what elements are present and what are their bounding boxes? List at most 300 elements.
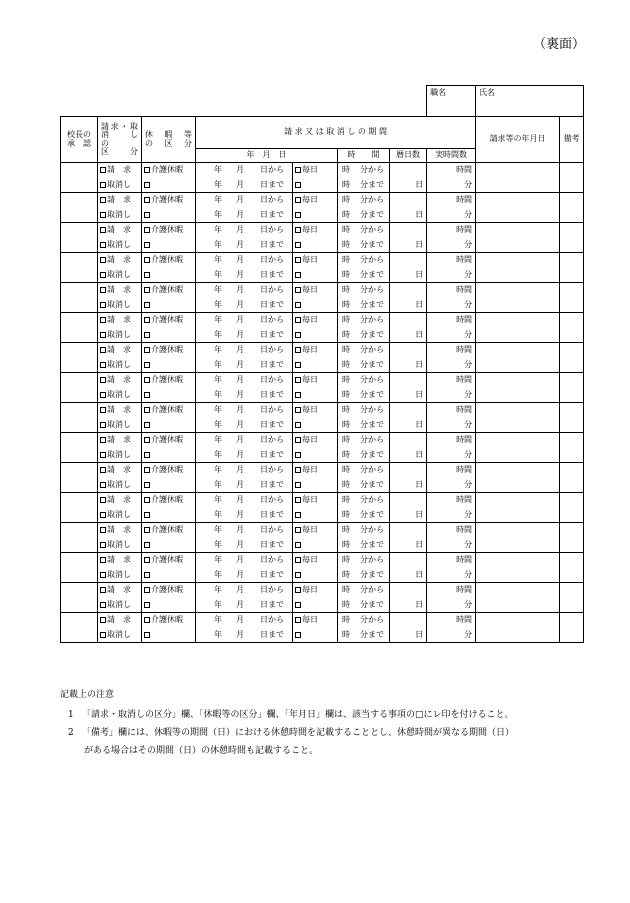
hours-cell[interactable] <box>427 523 476 538</box>
other-leave-option[interactable] <box>142 268 196 283</box>
start-time[interactable] <box>338 163 390 178</box>
minutes-cell[interactable] <box>427 508 476 523</box>
calendar-days-value[interactable] <box>390 508 427 523</box>
other-leave-option[interactable] <box>142 388 196 403</box>
care-leave-option[interactable] <box>142 313 196 328</box>
end-date[interactable] <box>196 568 293 583</box>
checkbox[interactable] <box>144 317 150 323</box>
checkbox[interactable] <box>100 587 106 593</box>
checkbox[interactable] <box>144 347 150 353</box>
daily-option[interactable] <box>293 523 338 538</box>
checkbox[interactable] <box>295 497 301 503</box>
other-date-option[interactable] <box>293 238 338 253</box>
other-leave-option[interactable] <box>142 298 196 313</box>
calendar-days-cell[interactable] <box>390 163 427 178</box>
care-leave-option[interactable] <box>142 583 196 598</box>
minutes-cell[interactable] <box>427 478 476 493</box>
cancel-option[interactable] <box>98 298 142 313</box>
start-date[interactable] <box>196 463 293 478</box>
cancel-option[interactable] <box>98 628 142 643</box>
calendar-days-cell[interactable] <box>390 433 427 448</box>
other-leave-option[interactable] <box>142 178 196 193</box>
request-option[interactable] <box>98 193 142 208</box>
principal-approval-cell[interactable] <box>61 253 98 283</box>
checkbox[interactable] <box>144 437 150 443</box>
calendar-days-cell[interactable] <box>390 223 427 238</box>
cancel-option[interactable] <box>98 178 142 193</box>
calendar-days-value[interactable] <box>390 208 427 223</box>
end-time[interactable] <box>338 448 390 463</box>
principal-approval-cell[interactable] <box>61 193 98 223</box>
principal-approval-cell[interactable] <box>61 403 98 433</box>
checkbox[interactable] <box>100 167 106 173</box>
start-time[interactable] <box>338 493 390 508</box>
checkbox[interactable] <box>144 617 150 623</box>
start-time[interactable] <box>338 283 390 298</box>
checkbox[interactable] <box>295 197 301 203</box>
calendar-days-value[interactable] <box>390 598 427 613</box>
checkbox[interactable] <box>295 227 301 233</box>
other-date-option[interactable] <box>293 418 338 433</box>
minutes-cell[interactable] <box>427 568 476 583</box>
other-date-option[interactable] <box>293 208 338 223</box>
start-time[interactable] <box>338 433 390 448</box>
daily-option[interactable] <box>293 613 338 628</box>
daily-option[interactable] <box>293 313 338 328</box>
end-date[interactable] <box>196 628 293 643</box>
minutes-cell[interactable] <box>427 328 476 343</box>
request-option[interactable] <box>98 343 142 358</box>
end-time[interactable] <box>338 208 390 223</box>
checkbox[interactable] <box>295 407 301 413</box>
cancel-option[interactable] <box>98 478 142 493</box>
other-leave-option[interactable] <box>142 208 196 223</box>
checkbox[interactable] <box>144 362 150 368</box>
request-date-cell[interactable] <box>476 433 560 463</box>
calendar-days-value[interactable] <box>390 358 427 373</box>
request-option[interactable] <box>98 523 142 538</box>
daily-option[interactable] <box>293 283 338 298</box>
end-time[interactable] <box>338 418 390 433</box>
remarks-cell[interactable] <box>560 583 584 613</box>
daily-option[interactable] <box>293 253 338 268</box>
care-leave-option[interactable] <box>142 523 196 538</box>
end-date[interactable] <box>196 208 293 223</box>
other-leave-option[interactable] <box>142 328 196 343</box>
care-leave-option[interactable] <box>142 253 196 268</box>
checkbox[interactable] <box>295 572 301 578</box>
care-leave-option[interactable] <box>142 613 196 628</box>
start-date[interactable] <box>196 553 293 568</box>
checkbox[interactable] <box>144 572 150 578</box>
start-time[interactable] <box>338 553 390 568</box>
daily-option[interactable] <box>293 463 338 478</box>
name-field[interactable] <box>476 86 584 117</box>
daily-option[interactable] <box>293 373 338 388</box>
remarks-cell[interactable] <box>560 613 584 643</box>
start-time[interactable] <box>338 463 390 478</box>
request-option[interactable] <box>98 163 142 178</box>
calendar-days-cell[interactable] <box>390 493 427 508</box>
start-time[interactable] <box>338 583 390 598</box>
other-date-option[interactable] <box>293 178 338 193</box>
other-leave-option[interactable] <box>142 628 196 643</box>
end-date[interactable] <box>196 178 293 193</box>
request-date-cell[interactable] <box>476 583 560 613</box>
other-leave-option[interactable] <box>142 598 196 613</box>
end-time[interactable] <box>338 328 390 343</box>
end-date[interactable] <box>196 328 293 343</box>
calendar-days-cell[interactable] <box>390 343 427 358</box>
request-option[interactable] <box>98 373 142 388</box>
end-time[interactable] <box>338 538 390 553</box>
checkbox[interactable] <box>144 182 150 188</box>
checkbox[interactable] <box>100 362 106 368</box>
start-date[interactable] <box>196 283 293 298</box>
cancel-option[interactable] <box>98 448 142 463</box>
checkbox[interactable] <box>295 542 301 548</box>
other-date-option[interactable] <box>293 568 338 583</box>
calendar-days-cell[interactable] <box>390 373 427 388</box>
start-date[interactable] <box>196 253 293 268</box>
request-date-cell[interactable] <box>476 523 560 553</box>
minutes-cell[interactable] <box>427 388 476 403</box>
start-time[interactable] <box>338 613 390 628</box>
remarks-cell[interactable] <box>560 313 584 343</box>
checkbox[interactable] <box>295 467 301 473</box>
checkbox[interactable] <box>295 317 301 323</box>
minutes-cell[interactable] <box>427 418 476 433</box>
calendar-days-value[interactable] <box>390 448 427 463</box>
start-time[interactable] <box>338 373 390 388</box>
request-option[interactable] <box>98 613 142 628</box>
request-date-cell[interactable] <box>476 163 560 193</box>
other-leave-option[interactable] <box>142 538 196 553</box>
checkbox[interactable] <box>144 197 150 203</box>
checkbox[interactable] <box>100 422 106 428</box>
checkbox[interactable] <box>100 272 106 278</box>
calendar-days-cell[interactable] <box>390 553 427 568</box>
request-date-cell[interactable] <box>476 403 560 433</box>
checkbox[interactable] <box>100 377 106 383</box>
calendar-days-cell[interactable] <box>390 313 427 328</box>
checkbox[interactable] <box>295 272 301 278</box>
hours-cell[interactable] <box>427 373 476 388</box>
checkbox[interactable] <box>144 527 150 533</box>
minutes-cell[interactable] <box>427 358 476 373</box>
calendar-days-value[interactable] <box>390 628 427 643</box>
request-option[interactable] <box>98 433 142 448</box>
principal-approval-cell[interactable] <box>61 223 98 253</box>
end-date[interactable] <box>196 478 293 493</box>
hours-cell[interactable] <box>427 613 476 628</box>
principal-approval-cell[interactable] <box>61 343 98 373</box>
calendar-days-cell[interactable] <box>390 283 427 298</box>
hours-cell[interactable] <box>427 313 476 328</box>
checkbox[interactable] <box>144 332 150 338</box>
other-leave-option[interactable] <box>142 418 196 433</box>
request-option[interactable] <box>98 253 142 268</box>
end-time[interactable] <box>338 358 390 373</box>
checkbox[interactable] <box>144 542 150 548</box>
checkbox[interactable] <box>100 392 106 398</box>
daily-option[interactable] <box>293 163 338 178</box>
remarks-cell[interactable] <box>560 523 584 553</box>
checkbox[interactable] <box>295 617 301 623</box>
checkbox[interactable] <box>295 167 301 173</box>
other-date-option[interactable] <box>293 508 338 523</box>
request-option[interactable] <box>98 283 142 298</box>
end-date[interactable] <box>196 538 293 553</box>
end-date[interactable] <box>196 388 293 403</box>
checkbox[interactable] <box>295 452 301 458</box>
care-leave-option[interactable] <box>142 283 196 298</box>
end-date[interactable] <box>196 298 293 313</box>
cancel-option[interactable] <box>98 328 142 343</box>
other-date-option[interactable] <box>293 328 338 343</box>
start-date[interactable] <box>196 493 293 508</box>
checkbox[interactable] <box>144 497 150 503</box>
checkbox[interactable] <box>100 542 106 548</box>
checkbox[interactable] <box>144 557 150 563</box>
remarks-cell[interactable] <box>560 193 584 223</box>
care-leave-option[interactable] <box>142 223 196 238</box>
start-date[interactable] <box>196 163 293 178</box>
principal-approval-cell[interactable] <box>61 283 98 313</box>
checkbox[interactable] <box>295 332 301 338</box>
start-time[interactable] <box>338 313 390 328</box>
care-leave-option[interactable] <box>142 163 196 178</box>
end-time[interactable] <box>338 478 390 493</box>
start-time[interactable] <box>338 193 390 208</box>
remarks-cell[interactable] <box>560 493 584 523</box>
minutes-cell[interactable] <box>427 268 476 283</box>
minutes-cell[interactable] <box>427 628 476 643</box>
checkbox[interactable] <box>100 452 106 458</box>
checkbox[interactable] <box>295 347 301 353</box>
calendar-days-value[interactable] <box>390 328 427 343</box>
minutes-cell[interactable] <box>427 298 476 313</box>
checkbox[interactable] <box>295 527 301 533</box>
other-leave-option[interactable] <box>142 478 196 493</box>
checkbox[interactable] <box>100 242 106 248</box>
request-option[interactable] <box>98 583 142 598</box>
end-time[interactable] <box>338 568 390 583</box>
start-date[interactable] <box>196 583 293 598</box>
calendar-days-cell[interactable] <box>390 253 427 268</box>
checkbox[interactable] <box>100 287 106 293</box>
checkbox[interactable] <box>144 272 150 278</box>
request-date-cell[interactable] <box>476 613 560 643</box>
cancel-option[interactable] <box>98 538 142 553</box>
other-date-option[interactable] <box>293 538 338 553</box>
checkbox[interactable] <box>100 602 106 608</box>
remarks-cell[interactable] <box>560 253 584 283</box>
checkbox[interactable] <box>295 302 301 308</box>
checkbox[interactable] <box>144 212 150 218</box>
end-time[interactable] <box>338 178 390 193</box>
hours-cell[interactable] <box>427 583 476 598</box>
other-leave-option[interactable] <box>142 358 196 373</box>
hours-cell[interactable] <box>427 193 476 208</box>
calendar-days-value[interactable] <box>390 238 427 253</box>
checkbox[interactable] <box>144 407 150 413</box>
end-time[interactable] <box>338 628 390 643</box>
remarks-cell[interactable] <box>560 373 584 403</box>
end-date[interactable] <box>196 508 293 523</box>
principal-approval-cell[interactable] <box>61 373 98 403</box>
checkbox[interactable] <box>100 632 106 638</box>
request-option[interactable] <box>98 553 142 568</box>
remarks-cell[interactable] <box>560 463 584 493</box>
calendar-days-cell[interactable] <box>390 583 427 598</box>
other-leave-option[interactable] <box>142 568 196 583</box>
request-option[interactable] <box>98 463 142 478</box>
other-date-option[interactable] <box>293 598 338 613</box>
end-date[interactable] <box>196 268 293 283</box>
other-date-option[interactable] <box>293 628 338 643</box>
other-date-option[interactable] <box>293 448 338 463</box>
care-leave-option[interactable] <box>142 553 196 568</box>
other-leave-option[interactable] <box>142 508 196 523</box>
checkbox[interactable] <box>295 362 301 368</box>
checkbox[interactable] <box>295 182 301 188</box>
checkbox[interactable] <box>144 512 150 518</box>
checkbox[interactable] <box>295 632 301 638</box>
minutes-cell[interactable] <box>427 538 476 553</box>
end-time[interactable] <box>338 298 390 313</box>
care-leave-option[interactable] <box>142 343 196 358</box>
start-date[interactable] <box>196 313 293 328</box>
checkbox[interactable] <box>295 377 301 383</box>
checkbox[interactable] <box>295 437 301 443</box>
checkbox[interactable] <box>295 422 301 428</box>
checkbox[interactable] <box>295 602 301 608</box>
principal-approval-cell[interactable] <box>61 523 98 553</box>
checkbox[interactable] <box>295 392 301 398</box>
care-leave-option[interactable] <box>142 493 196 508</box>
start-time[interactable] <box>338 403 390 418</box>
hours-cell[interactable] <box>427 163 476 178</box>
cancel-option[interactable] <box>98 358 142 373</box>
other-leave-option[interactable] <box>142 448 196 463</box>
start-time[interactable] <box>338 253 390 268</box>
checkbox[interactable] <box>100 302 106 308</box>
principal-approval-cell[interactable] <box>61 163 98 193</box>
request-date-cell[interactable] <box>476 463 560 493</box>
checkbox[interactable] <box>100 197 106 203</box>
checkbox[interactable] <box>100 347 106 353</box>
other-date-option[interactable] <box>293 388 338 403</box>
calendar-days-value[interactable] <box>390 298 427 313</box>
checkbox[interactable] <box>100 437 106 443</box>
checkbox[interactable] <box>100 257 106 263</box>
hours-cell[interactable] <box>427 403 476 418</box>
principal-approval-cell[interactable] <box>61 493 98 523</box>
hours-cell[interactable] <box>427 553 476 568</box>
principal-approval-cell[interactable] <box>61 583 98 613</box>
start-date[interactable] <box>196 613 293 628</box>
request-date-cell[interactable] <box>476 493 560 523</box>
request-option[interactable] <box>98 223 142 238</box>
hours-cell[interactable] <box>427 223 476 238</box>
checkbox[interactable] <box>100 467 106 473</box>
request-date-cell[interactable] <box>476 223 560 253</box>
calendar-days-value[interactable] <box>390 268 427 283</box>
start-date[interactable] <box>196 373 293 388</box>
care-leave-option[interactable] <box>142 403 196 418</box>
cancel-option[interactable] <box>98 508 142 523</box>
remarks-cell[interactable] <box>560 343 584 373</box>
cancel-option[interactable] <box>98 418 142 433</box>
other-leave-option[interactable] <box>142 238 196 253</box>
principal-approval-cell[interactable] <box>61 313 98 343</box>
checkbox[interactable] <box>100 617 106 623</box>
checkbox[interactable] <box>295 557 301 563</box>
remarks-cell[interactable] <box>560 403 584 433</box>
checkbox[interactable] <box>100 557 106 563</box>
calendar-days-value[interactable] <box>390 568 427 583</box>
checkbox[interactable] <box>144 482 150 488</box>
end-time[interactable] <box>338 238 390 253</box>
request-date-cell[interactable] <box>476 373 560 403</box>
end-time[interactable] <box>338 598 390 613</box>
checkbox[interactable] <box>144 167 150 173</box>
principal-approval-cell[interactable] <box>61 463 98 493</box>
daily-option[interactable] <box>293 493 338 508</box>
start-time[interactable] <box>338 343 390 358</box>
hours-cell[interactable] <box>427 253 476 268</box>
request-option[interactable] <box>98 313 142 328</box>
checkbox[interactable] <box>295 242 301 248</box>
checkbox[interactable] <box>100 497 106 503</box>
care-leave-option[interactable] <box>142 193 196 208</box>
calendar-days-value[interactable] <box>390 478 427 493</box>
end-date[interactable] <box>196 238 293 253</box>
checkbox[interactable] <box>144 467 150 473</box>
remarks-cell[interactable] <box>560 433 584 463</box>
calendar-days-value[interactable] <box>390 388 427 403</box>
start-date[interactable] <box>196 523 293 538</box>
checkbox[interactable] <box>100 227 106 233</box>
checkbox[interactable] <box>100 332 106 338</box>
start-date[interactable] <box>196 223 293 238</box>
end-date[interactable] <box>196 358 293 373</box>
start-date[interactable] <box>196 343 293 358</box>
end-date[interactable] <box>196 418 293 433</box>
end-time[interactable] <box>338 508 390 523</box>
remarks-cell[interactable] <box>560 163 584 193</box>
request-date-cell[interactable] <box>476 193 560 223</box>
calendar-days-cell[interactable] <box>390 613 427 628</box>
principal-approval-cell[interactable] <box>61 553 98 583</box>
start-date[interactable] <box>196 433 293 448</box>
checkbox[interactable] <box>144 587 150 593</box>
checkbox[interactable] <box>100 407 106 413</box>
checkbox[interactable] <box>100 317 106 323</box>
start-date[interactable] <box>196 403 293 418</box>
principal-approval-cell[interactable] <box>61 433 98 463</box>
request-date-cell[interactable] <box>476 313 560 343</box>
calendar-days-cell[interactable] <box>390 523 427 538</box>
checkbox[interactable] <box>100 212 106 218</box>
cancel-option[interactable] <box>98 238 142 253</box>
daily-option[interactable] <box>293 343 338 358</box>
cancel-option[interactable] <box>98 208 142 223</box>
checkbox[interactable] <box>100 512 106 518</box>
cancel-option[interactable] <box>98 598 142 613</box>
end-date[interactable] <box>196 448 293 463</box>
